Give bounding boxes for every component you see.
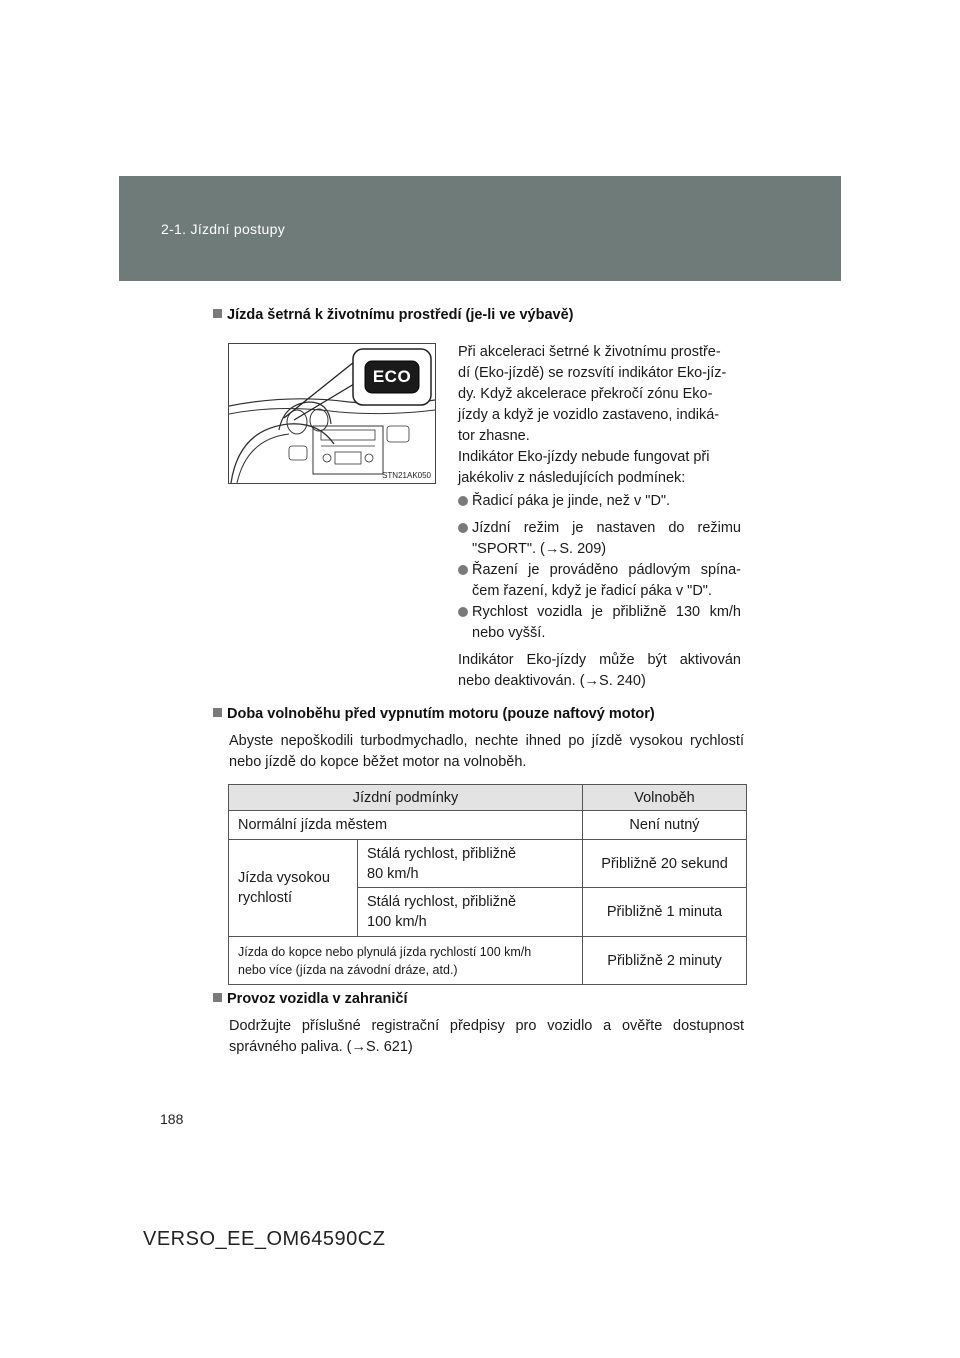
table-row — [229, 811, 747, 840]
idle-heading: Doba volnoběhu před vypnutím motoru (pouze naftový motor) — [213, 706, 655, 722]
table-header-idle: Volnoběh — [583, 785, 747, 811]
table-cell: Přibližně 2 minuty — [583, 937, 747, 985]
table-cell-high-speed: Jízda vysokou rychlostí — [229, 840, 358, 937]
table-row — [229, 840, 747, 888]
abroad-paragraph: Dodržujte příslušné registrační předpisy pro vozidlo a ověřte dostupnost správného paliva. (→S. 621) — [229, 1018, 744, 1055]
heading-square-icon — [213, 993, 222, 1002]
idle-paragraph: Abyste nepoškodili turbodmychadlo, nechte ihned po jízdě vysokou rychlostí nebo jízdě do kopce běžet motor na volnoběh. — [229, 733, 744, 770]
bullet-dot-icon — [458, 496, 468, 506]
eco-bullet: Řadicí páka je jinde, než v "D". — [458, 491, 741, 512]
table-header-row — [229, 785, 747, 811]
section-label: 2-1. Jízdní postupy — [161, 221, 285, 237]
eco-paragraph-3: Indikátor Eko-jízdy může být aktivován nebo deaktivován. (→S. 240) — [458, 652, 741, 689]
eco-bullet: Jízdní režim je nastaven do režimu "SPORT". (→S. 209) — [458, 518, 741, 560]
heading-square-icon — [213, 309, 222, 318]
bullet-dot-icon — [458, 565, 468, 575]
heading-square-icon — [213, 708, 222, 717]
abroad-heading: Provoz vozidla v zahraničí — [213, 991, 408, 1007]
eco-badge: ECO — [372, 367, 412, 386]
document-code: VERSO_EE_OM64590CZ — [143, 1228, 386, 1250]
table-cell: Přibližně 20 sekund — [583, 840, 747, 888]
page-number: 188 — [160, 1111, 184, 1127]
illustration-code: STN21AK050 — [382, 471, 431, 480]
bullet-dot-icon — [458, 523, 468, 533]
eco-indicator-illustration — [228, 343, 436, 484]
table-cell: Normální jízda městem — [229, 811, 583, 840]
table-cell: Přibližně 1 minuta — [583, 888, 747, 937]
eco-paragraph-1: Při akceleraci šetrné k životnímu prostře- dí (Eko-jízdě) se rozsvítí indikátor Eko-jíz- dy. Když akcelerace překročí zónu Eko- jízdy a když je vozidlo zastaveno, indiká- tor zhasne. — [458, 344, 727, 444]
eco-bullet: Rychlost vozidla je přibližně 130 km/h nebo vyšší. — [458, 602, 741, 644]
eco-paragraph-2: Indikátor Eko-jízdy nebude fungovat při jakékoliv z následujících podmínek: — [458, 449, 710, 486]
table-cell: Stálá rychlost, přibližně 100 km/h — [358, 888, 583, 937]
table-cell: Jízda do kopce nebo plynulá jízda rychlostí 100 km/h nebo více (jízda na závodní dráze, atd.) — [229, 937, 583, 985]
eco-heading: Jízda šetrná k životnímu prostředí (je-li ve výbavě) — [213, 307, 574, 323]
eco-bullet: Řazení je prováděno pádlovým spína- čem řazení, když je řadicí páka v "D". — [458, 560, 741, 602]
table-cell: Stálá rychlost, přibližně 80 km/h — [358, 840, 583, 888]
table-header-conditions: Jízdní podmínky — [229, 785, 583, 811]
bullet-dot-icon — [458, 607, 468, 617]
idle-table — [228, 784, 747, 985]
table-row — [229, 937, 747, 985]
table-cell: Není nutný — [583, 811, 747, 840]
